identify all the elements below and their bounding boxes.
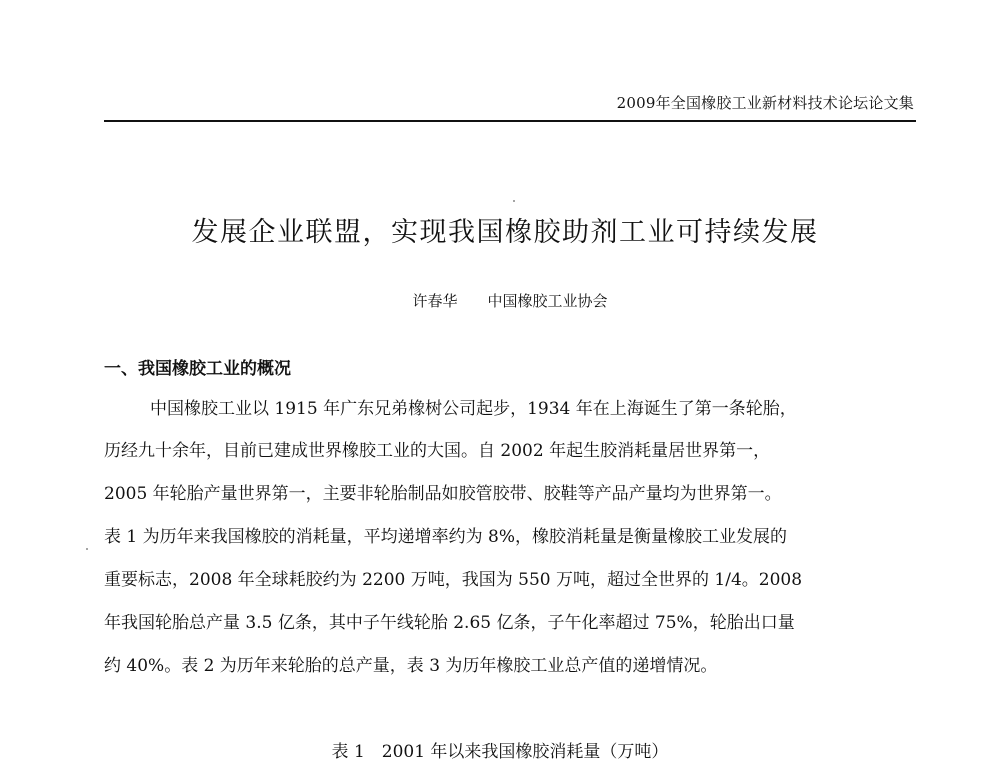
header-rule: [104, 120, 916, 122]
paragraph-line: 中国橡胶工业以 1915 年广东兄弟橡树公司起步，1934 年在上海诞生了第一条轮胎，: [150, 399, 797, 419]
author-name: 许春华: [412, 292, 458, 310]
author-affiliation: 中国橡胶工业协会: [487, 292, 608, 310]
scan-speck: [513, 200, 515, 202]
running-header: 2009年全国橡胶工业新材料技术论坛论文集: [616, 94, 914, 112]
section-heading: 一、我国橡胶工业的概况: [104, 359, 291, 379]
paragraph-line: 历经九十余年，目前已建成世界橡胶工业的大国。自 2002 年起生胶消耗量居世界第一，: [104, 441, 771, 461]
paragraph-line: 表 1 为历年来我国橡胶的消耗量，平均递增率约为 8%，橡胶消耗量是衡量橡胶工业发展的: [104, 527, 787, 547]
table-caption: 表 1 2001 年以来我国橡胶消耗量（万吨）: [331, 742, 669, 762]
scan-speck: [86, 548, 88, 550]
paragraph-line: 约 40%。表 2 为历年来轮胎的总产量，表 3 为历年橡胶工业总产值的递增情况。: [104, 656, 718, 676]
paragraph-line: 年我国轮胎总产量 3.5 亿条，其中子午线轮胎 2.65 亿条，子午化率超过 75%，轮胎出口量: [104, 613, 795, 633]
paragraph-line: 2005 年轮胎产量世界第一，主要非轮胎制品如胶管胶带、胶鞋等产品产量均为世界第一。: [104, 484, 782, 504]
paragraph-line: 重要标志，2008 年全球耗胶约为 2200 万吨，我国为 550 万吨，超过全世界的 1/4。2008: [104, 570, 803, 590]
author-line: [0, 290, 1000, 311]
paper-title: 发展企业联盟，实现我国橡胶助剂工业可持续发展: [191, 217, 819, 248]
